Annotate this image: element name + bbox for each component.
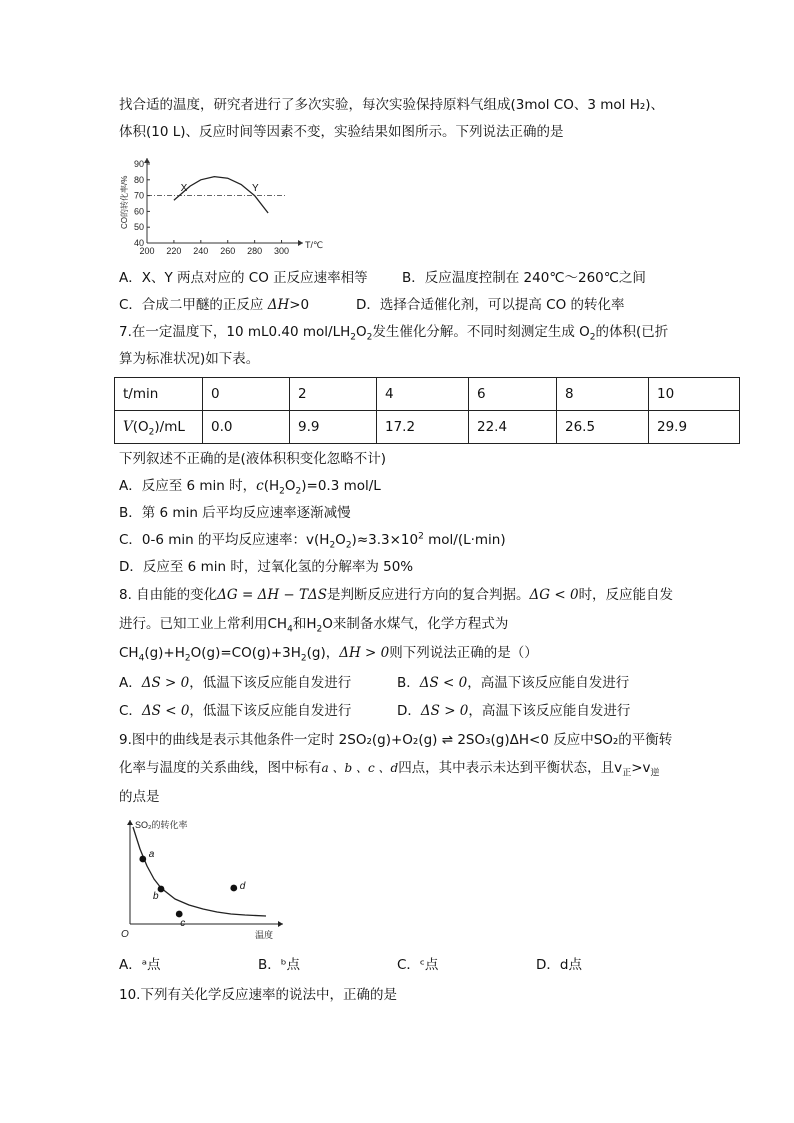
table-cell: t/min [115,378,203,411]
x-axis-label: T/℃ [305,240,324,250]
table-cell: 6 [469,378,557,411]
point-label-d: d [239,881,246,892]
q9-stem-line-1: 9.图中的曲线是表示其他条件一定时 2SO₂(g)+O₂(g) ⇌ 2SO₃(g)ΔH<0 反应中SO₂的平衡转 [119,732,673,748]
origin-label: O [121,929,129,940]
y-tick-label: 90 [133,159,144,169]
q7-question: 下列叙述不正确的是(液体积积变化忽略不计) [119,451,387,467]
table-cell: 26.5 [557,411,649,444]
y-tick-label: 80 [133,174,144,185]
table-cell: 8 [557,378,649,411]
q8-option-b: B．ΔS < 0，高温下该反应能自发进行 [397,675,630,691]
q8-stem-line-1: 8. 自由能的变化ΔG = ΔH − TΔS是判断反应进行方向的复合判据。ΔG < 0时，反应能自发 [119,587,674,603]
q8-option-d: D．ΔS > 0，高温下该反应能自发进行 [397,703,631,719]
y-tick-label: 60 [133,206,144,217]
x-axis-arrow [278,921,283,927]
point-label-c: c [180,918,186,929]
q6-option-d: D．选择合适催化剂，可以提高 CO 的转化率 [356,297,625,313]
point-label-y: Y [251,182,259,194]
q9-option-b: B．ᵇ点 [258,957,301,973]
co-conversion-chart [115,155,324,265]
point-b [158,886,165,893]
point-label-a: a [148,849,155,860]
y-axis-arrow [144,158,150,163]
x-tick-label: 260 [220,246,236,256]
x-axis-label: 温度 [255,930,274,940]
q6-option-c: C．合成二甲醚的正反应 ΔH>0 [119,297,310,313]
point-d [230,885,237,892]
point-c [176,911,183,918]
q7-option-b: B．第 6 min 后平均反应速率逐渐减慢 [119,505,351,521]
y-tick-label: 70 [133,190,144,201]
q8-stem-line-2: 进行。已知工业上常利用$CH_4$和$H_2O$来制备水煤气，化学方程式为 [119,616,509,635]
x-tick-label: 200 [139,246,155,256]
table-cell: 0.0 [203,411,290,444]
table-row [115,411,740,444]
q9-option-c: C．ᶜ点 [397,957,439,973]
q7-option-a: A．反应至 6 min 时，$c(H_2O_2)=0.3$ mol/L [119,478,381,497]
table-cell: 10 [649,378,740,411]
q9-option-a: A．ᵃ点 [119,957,161,973]
table-header-row [115,378,740,411]
table-cell: 4 [377,378,469,411]
q9-stem-line-2: 化率与温度的关系曲线，图中标有a 、b 、c 、d四点，其中表示未达到平衡状态，且$v_正>v_逆$ [119,760,660,779]
y-axis-label: CO的转化率/% [120,175,129,229]
equilibrium-curve [133,827,266,916]
x-tick-label: 220 [166,246,182,256]
so2-conversion-chart [115,812,295,944]
x-tick-label: 300 [274,246,290,256]
q7-option-c: C．0-6 min 的平均反应速率：$v(H_2O_2)\approx 3.3\times 10^2$ mol/(L·min) [119,531,506,551]
q8-equation: $CH_4(g)+H_2O(g)=CO(g)+3H_2(g)$，ΔH > 0则下列说法正确的是（） [119,645,538,664]
q6-option-b: B．反应温度控制在 240℃～260℃之间 [402,270,646,286]
x-tick-label: 280 [247,246,263,256]
table-cell: 29.9 [649,411,740,444]
table-cell: 2 [290,378,377,411]
y-tick-label: 40 [133,238,144,248]
y-axis-arrow [127,820,133,825]
q7-stem-line-2: 算为标准状况)如下表。 [119,351,260,367]
q8-option-c: C．ΔS < 0，低温下该反应能自发进行 [119,703,352,719]
x-axis-arrow [298,240,303,246]
point-a [139,856,146,863]
q6-option-a: A．X、Y 两点对应的 CO 正反应速率相等 [119,270,368,286]
table-cell: $V(O_2)/mL$ [115,411,203,444]
table-cell: 9.9 [290,411,377,444]
q7-data-table [114,377,740,444]
table-cell: 0 [203,378,290,411]
q10-stem: 10.下列有关化学反应速率的说法中，正确的是 [119,987,397,1003]
x-tick-label: 240 [193,246,209,256]
point-label-b: b [153,891,159,902]
q8-option-a: A．ΔS > 0，低温下该反应能自发进行 [119,675,352,691]
point-label-x: X [180,182,188,194]
q7-stem-line-1: 7.在一定温度下，10 mL0.40 mol/$LH_2O_2$发生催化分解。不同时刻测定生成 $O_2$的体积(已折 [119,324,669,343]
table-cell: 22.4 [469,411,557,444]
q9-stem-line-3: 的点是 [119,789,160,805]
y-axis-label: SO₂的转化率 [135,820,188,830]
intro-line-2: 体积(10 L)、反应时间等因素不变，实验结果如图所示。下列说法正确的是 [119,124,564,140]
y-tick-label: 50 [133,222,144,233]
q7-option-d: D．反应至 6 min 时，过氧化氢的分解率为 50% [119,559,414,575]
intro-line-1: 找合适的温度，研究者进行了多次实验，每次实验保持原料气组成(3mol CO、3 mol H₂)、 [119,97,665,113]
q9-option-d: D．d点 [536,957,582,973]
table-cell: 17.2 [377,411,469,444]
